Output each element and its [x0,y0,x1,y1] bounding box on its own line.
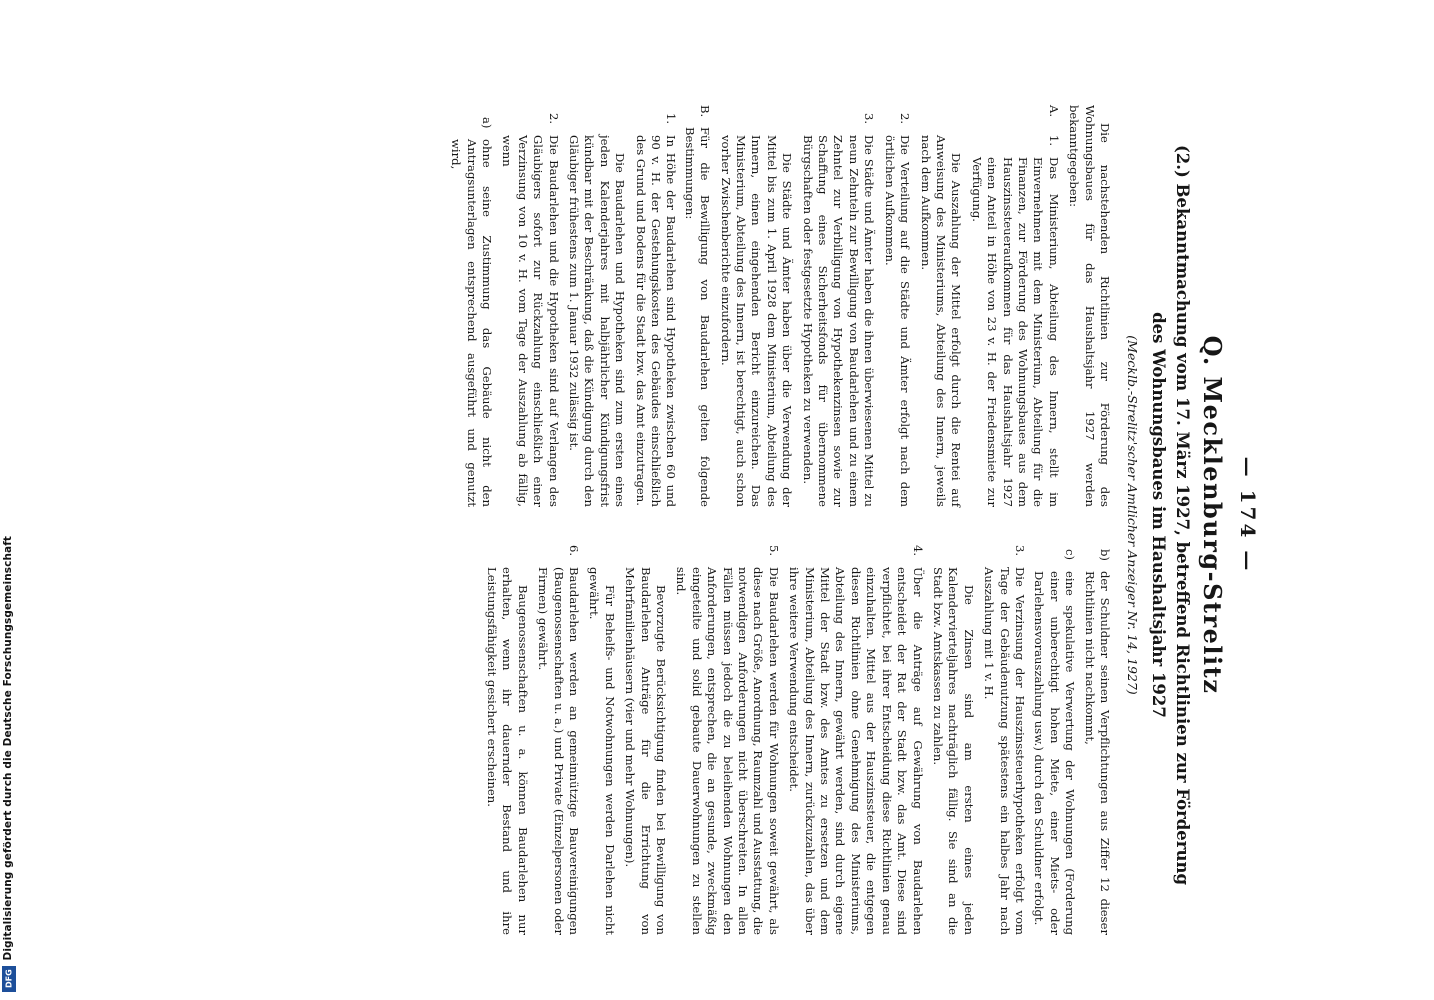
section-title: Q. Mecklenburg-Strelitz [1198,335,1227,695]
subitem-text: ohne seine Zustimmung das Gebäude nicht den Antragsunterlagen entsprechend ausgeführt und genutzt wird, [449,139,494,507]
announcement-line-1: (2.) Bekanntmachung vom 17. März 1927, betreffend Richtlinien zur Förderung [1173,144,1192,886]
subitem-letter: b) [1098,549,1112,561]
item-b6-continuation: Baugenossenschaften u. a. können Baudarlehen nur erhalten, wenn ihr dauernder Bestand und ihre Leistungsfähigkeit gesichert erscheinen. [484,567,530,935]
item-b3-continuation: Die Zinsen sind am ersten eines jeden Kalendervierteljahres nachträglich fällig. Sie sind an die Stadt bzw. Amtskassen zu zahlen. [930,567,976,935]
dfg-logo: DFG [2,966,16,992]
item-b1 [632,105,678,507]
footer-strip [0,0,28,1000]
subitem-a [448,105,494,507]
section-a [968,105,1060,507]
item-a1-continuation: Die Auszahlung der Mittel erfolgt durch die Rentei auf Anweisung des Ministeriums, Abteilung des Innern, jeweils nach dem Aufkommen. [918,135,964,507]
item-number: 6. [567,545,581,557]
section-b-letter: B. [698,105,713,118]
announcement-line-2: des Wohnungsbaues im Haushaltsjahr 1927 [1149,312,1168,718]
section-b [681,105,712,507]
item-b6 [535,537,581,935]
item-text: Die Baudarlehen und die Hypotheken sind auf Verlangen des Gläubigers sofort zur Rückzahlung einschließlich einer Verzinsung von 10 v. H. vom Tage der Auszahlung ab fällig, wenn [500,135,561,507]
item-number: 1. [1046,135,1061,147]
item-number: 3. [1012,545,1027,557]
intro-paragraph: Die nachstehenden Richtlinien zur Förderung des Wohnungsbaues für das Haushaltsjahr 1927 werden bekanntgegeben: [1067,105,1112,507]
subitem-c [1031,537,1077,935]
item-text: Die Baudarlehen werden für Wohnungen soweit gewährt, als diese nach Größe, Anordnung, Raumzahl und Ausstattung, die notwendigen Anforderungen nicht überschreiten. In allen Fällen müssen jedoch die zu beleihenden Wohnungen den Anforderungen, entsprechen, die an gesunde, zweckmäßig eingeteilte und solid gebaute Dauerwohnungen zu stellen sind. [674,567,781,935]
item-b5 [673,537,781,935]
item-text: In Höhe der Baudarlehen sind Hypotheken zwischen 60 und 90 v. H. der Gestehungskosten des Gebäudes einschließlich des Grund und Bodens für die Stadt bzw. das Amt einzutragen. [633,135,679,507]
item-a3 [799,105,876,507]
subitem-text: eine spekulative Verwertung der Wohnungen (Forderung einer unberechtigt hohen Miete, einer Miets- oder Darlehensvorauszahlung usw.) durch den Schuldner erfolgt. [1032,571,1078,935]
item-number: 3. [862,113,877,125]
left-column [444,105,1112,507]
announcement-source: (Mecklb.-Strelitz'scher Amtlicher Anzeiger Nr. 14, 1927) [1125,335,1140,695]
item-b5-continuation-2: Für Behelfs- und Notwohnungen werden Darlehen nicht gewährt. [587,567,617,935]
section-b-heading: Für die Bewilligung von Baudarlehen gelten folgende Bestimmungen: [682,127,713,507]
item-number: 2. [546,113,561,125]
item-text: Die Verteilung auf die Städte und Ämter erfolgt nach dem örtlichen Aufkommen. [882,135,913,507]
item-text: Die Städte und Ämter haben die ihnen überwiesenen Mittel zu neun Zehnteln zur Bewilligung von Baudarlehen und zu einem Zehntel zur Verbilligung von Hypothekenzinsen sowie zur Schaffung eines Sicherheitsfonds für übernommene Bürgschaften oder festgesetzte Hypotheken zu verwenden. [800,135,877,507]
item-b2 [499,105,561,507]
item-text: Das Ministerium, Abteilung des Innern, stellt im Einvernehmen mit dem Ministerium, Abteilung für die Finanzen, zur Förderung des Wohnungsbaues aus dem Hauszinssteueraufkommen für das Haushaltsjahr 1927 einen Anteil in Höhe von 23 v. H. der Friedensmiete zur Verfügung. [969,157,1061,507]
item-text: Über die Anträge auf Gewährung von Baudarlehen entscheidet der Rat der Stadt bzw. das Amt. Diese sind verpflichtet, bei ihrer Entscheidung diese Richtlinien genau einzuhalten. Mittel aus der Hauszinssteuer, die entgegen diesen Richtlinien ohne Genehmigung des Ministeriums, Abteilung des Innern, gewährt werden, sind durch eigene Mittel der Stadt bzw. des Amtes zu ersetzen und dem Ministerium, Abteilung des Innern, zurückzuzahlen, das über ihre weitere Verwendung entscheidet. [787,567,925,935]
subitem-b [1081,537,1112,935]
right-column [479,537,1112,935]
item-b3 [981,537,1027,935]
item-text: Die Verzinsung der Hauszinssteuerhypotheken erfolgt vom Tage der Gebäudenutzung spätestens ein halbes Jahr nach Auszahlung mit 1 v. H. [982,567,1027,935]
announcement-title [1146,95,1194,935]
item-number: 2. [898,113,913,125]
funding-note: Digitalisierung gefördert durch die Deutsche Forschungsgemeinschaft [2,535,14,960]
item-number: 5. [766,545,781,557]
item-b5-continuation-1: Bevorzugte Berücksichtigung finden bei Bewilligung von Baudarlehen Anträge für die Errichtung von Mehrfamilienhäusern (vier und mehr Wohnungen). [623,567,669,935]
subitem-letter: a) [479,117,494,129]
rotated-document-page [130,95,1260,935]
item-a3-continuation: Die Städte und Ämter haben über die Verwendung der Mittel bis zum 1. April 1928 dem Ministerium, Abteilung des Innern, einen eingehenden Bericht einzureichen. Das Ministerium, Abteilung des Innern, ist berechtigt, auch schon vorher Zwischenberichte einzufordern. [718,135,795,507]
section-a-letter: A. [1046,105,1061,118]
page-number: — 174 — [1236,456,1260,574]
item-a1 [968,105,1060,507]
subitem-letter: c) [1063,549,1078,561]
item-a2 [881,105,912,507]
subitem-text: der Schuldner seinen Verpflichtungen aus Ziffer 12 dieser Richtlinien nicht nachkommt, [1082,571,1112,935]
item-b4 [786,537,925,935]
item-b1-continuation: Die Baudarlehen und Hypotheken sind zum ersten eines jeden Kalenderjahres mit halbjährlicher Kündigungsfrist kündbar mit der Beschränkung, daß die Kündigung durch den Gläubiger frühestens zum 1. Januar 1932 zulässig ist. [567,135,628,507]
item-text: Baudarlehen werden an gemeinnützige Bauvereinigungen (Baugenossenschaften u. a.) und Private (Einzelpersonen oder Firmen) gewährt. [536,567,581,935]
item-number: 4. [910,545,925,557]
item-number: 1. [664,113,679,125]
